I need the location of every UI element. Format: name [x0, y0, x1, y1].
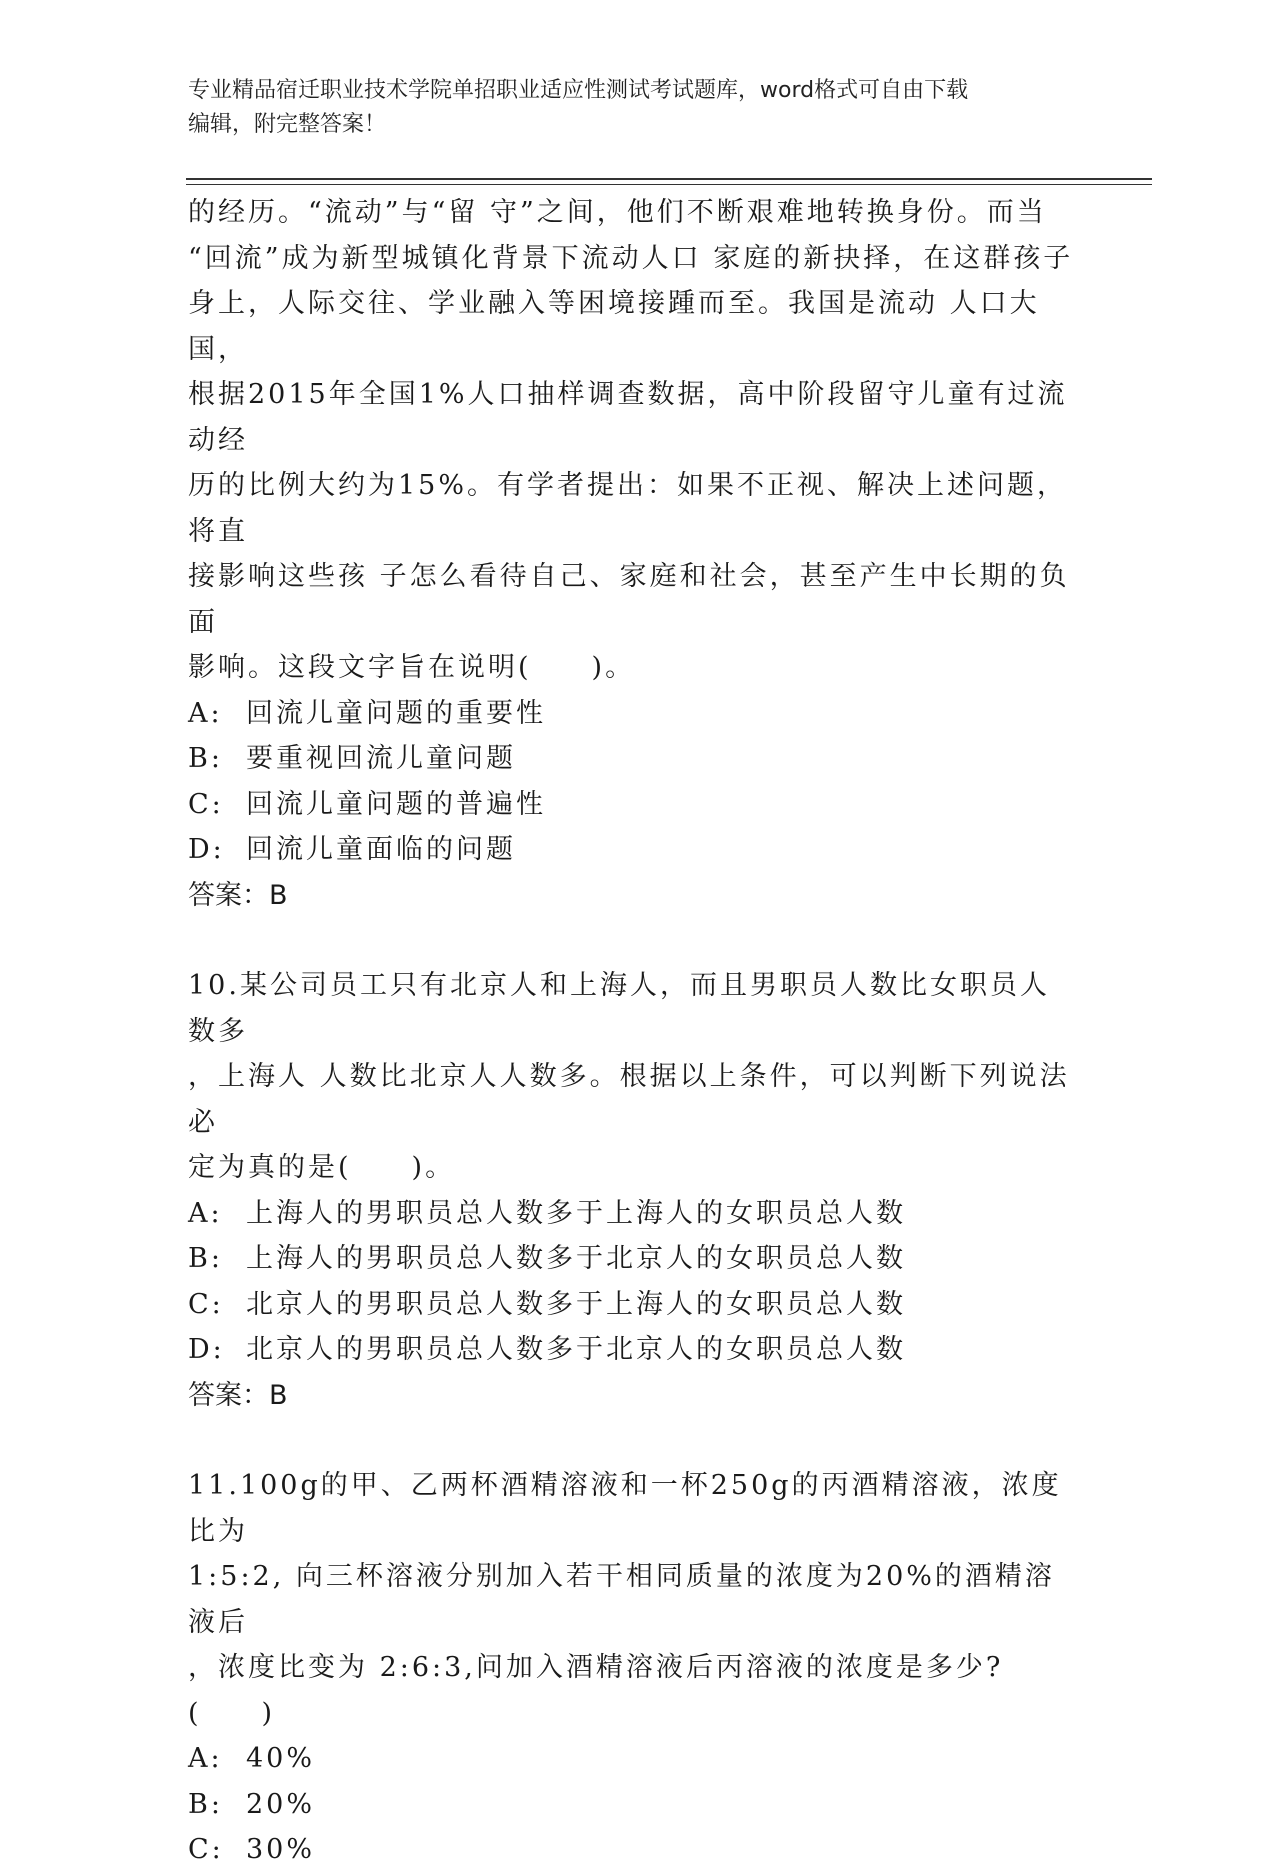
question-text-line: 10.某公司员工只有北京人和上海人，而且男职员人数比女职员人数多 [188, 970, 1050, 1047]
option-text: 上海人的男职员总人数多于上海人的女职员总人数 [246, 1197, 906, 1229]
option-letter: A: [188, 697, 223, 729]
option-text: 上海人的男职员总人数多于北京人的女职员总人数 [246, 1243, 906, 1274]
option-b [188, 736, 1078, 782]
option-letter: A: [188, 1743, 223, 1774]
question-text-line: 影响。这段文字旨在说明( )。 [188, 652, 636, 683]
question-text-line: 身上，人际交往、学业融入等困境接踵而至。我国是流动 人口大国， [188, 288, 1040, 365]
option-letter: A: [188, 1197, 223, 1229]
answer-label: 答案：B [188, 1379, 288, 1411]
question-10 [188, 963, 1078, 1418]
option-text: 40% [246, 1743, 316, 1774]
option-letter: B: [188, 1243, 223, 1274]
question-text-line: 的经历。“流动”与“留 守”之间，他们不断艰难地转换身份。而当 [188, 197, 1047, 228]
option-letter: D: [188, 834, 225, 865]
option-a [188, 691, 1078, 737]
option-c [188, 1282, 1078, 1328]
option-text: 20% [246, 1788, 316, 1820]
option-c [188, 1827, 1078, 1873]
option-d [188, 1327, 1078, 1373]
header-rule-thick [186, 178, 1152, 180]
option-c [188, 782, 1078, 828]
question-text-line: 根据2015年全国1%人口抽样调查数据，高中阶段留守儿童有过流动经 [188, 379, 1068, 456]
header-line-1: 专业精品宿迁职业技术学院单招职业适应性测试考试题库，word格式可自由下载 [188, 78, 969, 103]
question-text-line: 历的比例大约为15%。有学者提出：如果不正视、解决上述问题，将直 [188, 470, 1068, 547]
document-body [188, 190, 1078, 1873]
header-rule-thin [186, 184, 1152, 185]
question-text-line: 接影响这些孩 子怎么看待自己、家庭和社会，甚至产生中长期的负面 [188, 561, 1070, 638]
option-letter: C: [188, 1288, 224, 1320]
option-b [188, 1236, 1078, 1282]
question-text-line: 11.100g的甲、乙两杯酒精溶液和一杯250g的丙酒精溶液，浓度比为 [188, 1470, 1062, 1547]
option-d [188, 827, 1078, 873]
option-a [188, 1736, 1078, 1782]
option-text: 回流儿童问题的重要性 [246, 697, 546, 729]
option-text: 30% [246, 1834, 316, 1865]
option-text: 北京人的男职员总人数多于北京人的女职员总人数 [246, 1334, 906, 1365]
question-11 [188, 1463, 1078, 1873]
spacer [188, 1418, 1078, 1463]
document-header [188, 74, 1088, 142]
option-text: 回流儿童面临的问题 [246, 834, 516, 865]
spacer [188, 918, 1078, 963]
option-b [188, 1782, 1078, 1828]
question-text-line: “回流”成为新型城镇化背景下流动人口 家庭的新抉择，在这群孩子 [188, 242, 1074, 274]
option-letter: C: [188, 788, 224, 820]
option-text: 回流儿童问题的普遍性 [246, 788, 546, 820]
option-a [188, 1191, 1078, 1237]
option-letter: B: [188, 1788, 223, 1820]
option-letter: B: [188, 743, 223, 774]
question-text-line: ，浓度比变为 2:6:3,问加入酒精溶液后丙溶液的浓度是多少?( ) [188, 1652, 1004, 1729]
answer-label: 答案：B [188, 879, 288, 911]
question-text-line: 定为真的是( )。 [188, 1152, 456, 1183]
question-text-line: 1:5:2, 向三杯溶液分别加入若干相同质量的浓度为20%的酒精溶液后 [188, 1561, 1055, 1638]
option-text: 北京人的男职员总人数多于上海人的女职员总人数 [246, 1288, 906, 1320]
header-line-2: 编辑，附完整答案！ [188, 112, 387, 137]
question-text-line: ，上海人 人数比北京人人数多。根据以上条件，可以判断下列说法必 [188, 1061, 1070, 1138]
option-letter: D: [188, 1334, 225, 1365]
option-letter: C: [188, 1834, 224, 1865]
option-text: 要重视回流儿童问题 [246, 743, 516, 774]
question-9 [188, 190, 1078, 918]
